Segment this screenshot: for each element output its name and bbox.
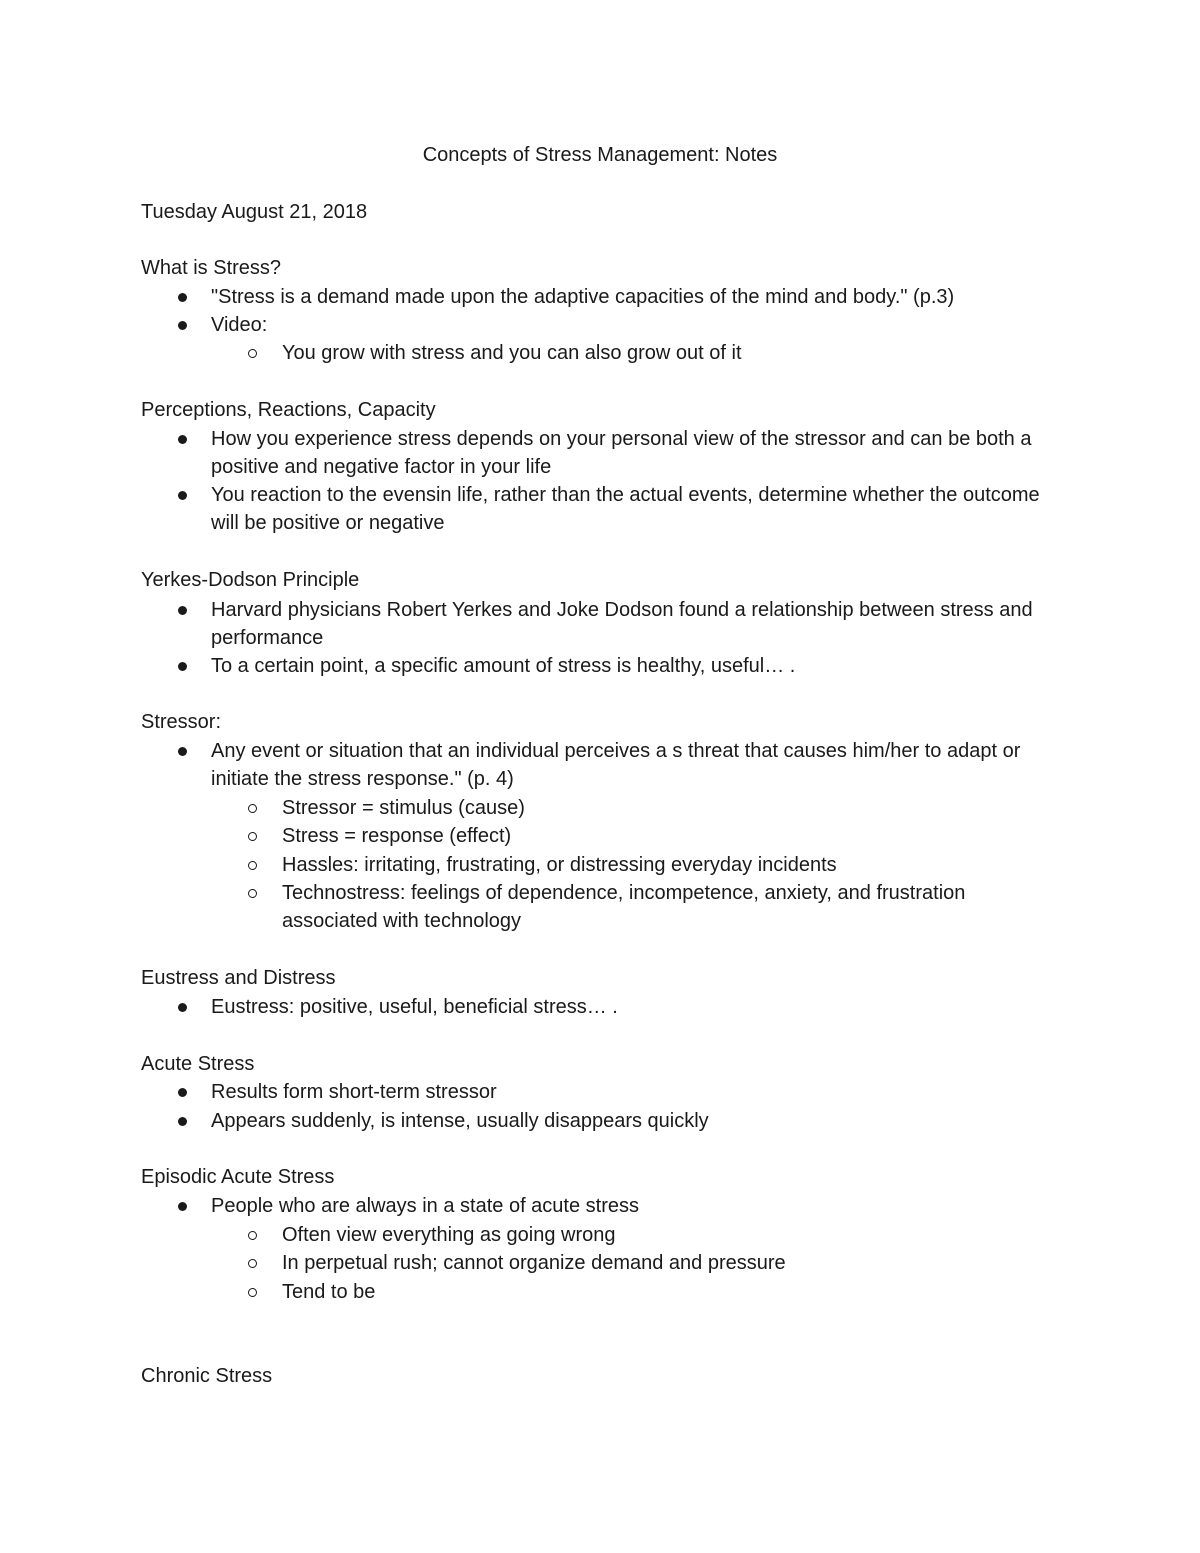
- hollow-bullet-icon: [248, 1259, 257, 1268]
- list-item: People who are always in a state of acute stress: [211, 1192, 1071, 1220]
- sub-list-item: Stressor = stimulus (cause): [282, 794, 1062, 822]
- document-date: Tuesday August 21, 2018: [141, 201, 368, 223]
- sub-list-item: Hassles: irritating, frustrating, or distressing everyday incidents: [282, 851, 1062, 879]
- bullet-icon: [178, 747, 187, 756]
- sub-list-item: You grow with stress and you can also grow out of it: [282, 339, 1062, 367]
- bullet-icon: [178, 662, 187, 671]
- bullet-icon: [178, 321, 187, 330]
- list-item: Eustress: positive, useful, beneficial stress… .: [211, 993, 1071, 1021]
- section-heading: Yerkes-Dodson Principle: [141, 569, 360, 591]
- hollow-bullet-icon: [248, 1288, 257, 1297]
- sub-list-item: Tend to be: [282, 1278, 1062, 1306]
- list-item: You reaction to the evensin life, rather than the actual events, determine whether the outcome will be positive or negative: [211, 481, 1071, 537]
- section-heading: Perceptions, Reactions, Capacity: [141, 399, 436, 421]
- sub-list-item: Technostress: feelings of dependence, incompetence, anxiety, and frustration associated with technology: [282, 879, 1062, 935]
- bullet-icon: [178, 1003, 187, 1012]
- hollow-bullet-icon: [248, 804, 257, 813]
- bullet-icon: [178, 435, 187, 444]
- bullet-icon: [178, 1202, 187, 1211]
- list-item: Video:: [211, 311, 1071, 339]
- section-heading: Episodic Acute Stress: [141, 1166, 335, 1188]
- section-heading: Acute Stress: [141, 1053, 255, 1075]
- section-heading: What is Stress?: [141, 257, 282, 279]
- list-item: "Stress is a demand made upon the adaptive capacities of the mind and body." (p.3): [211, 283, 1071, 311]
- bullet-icon: [178, 293, 187, 302]
- hollow-bullet-icon: [248, 861, 257, 870]
- sub-list-item: Often view everything as going wrong: [282, 1221, 1062, 1249]
- bullet-icon: [178, 491, 187, 500]
- document-title: Concepts of Stress Management: Notes: [422, 144, 778, 166]
- list-item: To a certain point, a specific amount of stress is healthy, useful… .: [211, 652, 1071, 680]
- bullet-icon: [178, 1088, 187, 1097]
- section-heading: Stressor:: [141, 711, 222, 733]
- list-item: Results form short-term stressor: [211, 1078, 1071, 1106]
- list-item: Appears suddenly, is intense, usually disappears quickly: [211, 1107, 1071, 1135]
- section-heading: Eustress and Distress: [141, 967, 336, 989]
- bullet-icon: [178, 606, 187, 615]
- bullet-icon: [178, 1117, 187, 1126]
- list-item: Harvard physicians Robert Yerkes and Joke Dodson found a relationship between stress and performance: [211, 596, 1071, 652]
- list-item: Any event or situation that an individual perceives a s threat that causes him/her to adapt or initiate the stress response." (p. 4): [211, 737, 1071, 793]
- hollow-bullet-icon: [248, 889, 257, 898]
- section-heading: Chronic Stress: [141, 1365, 273, 1387]
- sub-list-item: Stress = response (effect): [282, 822, 1062, 850]
- sub-list-item: In perpetual rush; cannot organize demand and pressure: [282, 1249, 1062, 1277]
- hollow-bullet-icon: [248, 1231, 257, 1240]
- list-item: How you experience stress depends on your personal view of the stressor and can be both a positive and negative factor in your life: [211, 425, 1071, 481]
- hollow-bullet-icon: [248, 832, 257, 841]
- hollow-bullet-icon: [248, 349, 257, 358]
